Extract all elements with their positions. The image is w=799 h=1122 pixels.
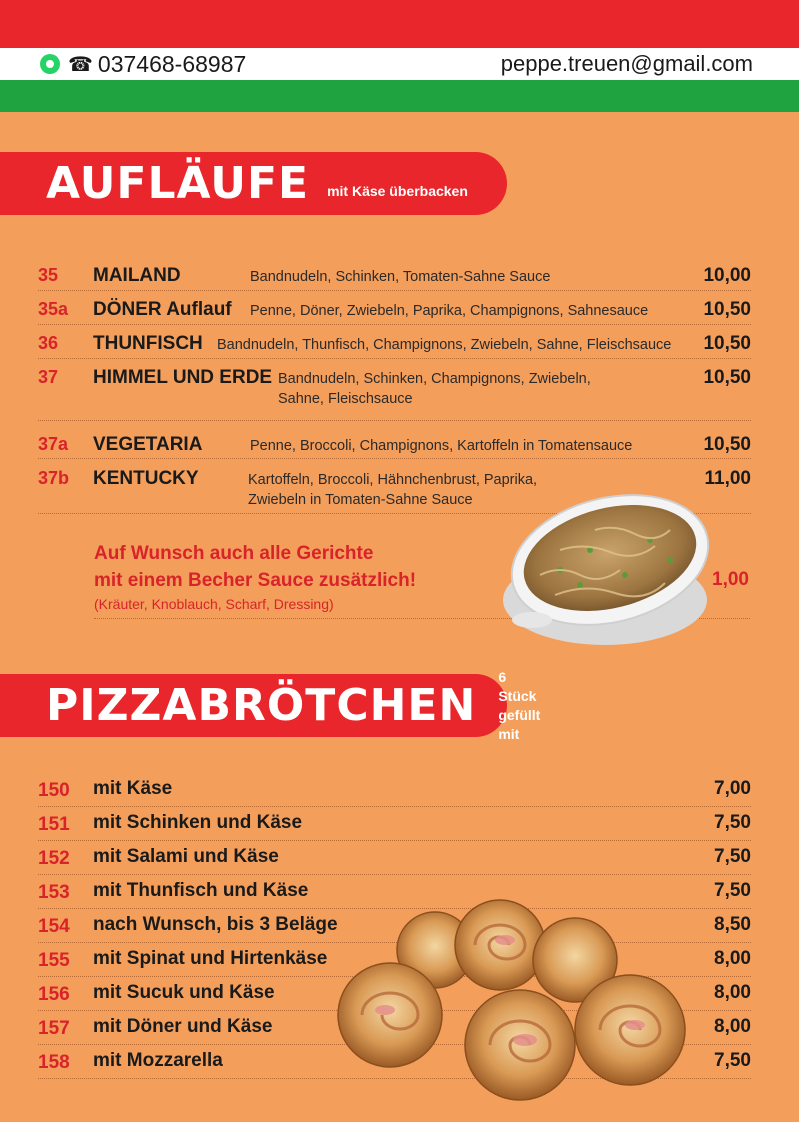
item-description: Bandnudeln, Thunfisch, Champignons, Zwiebeln, Sahne, Fleischsauce <box>217 337 672 353</box>
item-price: 8,00 <box>714 1016 751 1037</box>
phone-number[interactable]: 037468-68987 <box>97 50 247 77</box>
item-number: 155 <box>38 950 70 971</box>
item-name: mit Sucuk und Käse <box>93 982 275 1003</box>
item-name: mit Döner und Käse <box>93 1016 273 1037</box>
item-number: 35a <box>38 299 69 319</box>
item-description: Bandnudeln, Schinken, Tomaten-Sahne Sauce <box>250 269 551 285</box>
item-price: 10,50 <box>703 299 751 320</box>
pizzabroetchen-item-151 <box>38 808 751 841</box>
item-name: MAILAND <box>93 265 181 286</box>
subtitle-line1: 6 Stück <box>498 668 537 704</box>
item-number: 153 <box>38 882 70 903</box>
sauce-options: (Kräuter, Knoblauch, Scharf, Dressing) <box>94 596 334 612</box>
pizzabroetchen-title: PIZZABRÖTCHEN <box>46 680 477 731</box>
item-number: 35 <box>38 265 59 285</box>
item-name: KENTUCKY <box>93 468 199 489</box>
item-name: DÖNER Auflauf <box>93 299 232 320</box>
item-number: 151 <box>38 814 70 835</box>
item-number: 150 <box>38 780 70 801</box>
contact-email[interactable] <box>501 51 753 77</box>
item-number: 157 <box>38 1018 70 1039</box>
subtitle-line2: gefüllt mit <box>498 706 541 742</box>
item-name: mit Schinken und Käse <box>93 812 303 833</box>
item-name: nach Wunsch, bis 3 Beläge <box>93 914 338 935</box>
header-red-band <box>0 0 799 48</box>
pizzabroetchen-item-150 <box>38 774 751 807</box>
item-number: 37a <box>38 434 69 454</box>
item-name: HIMMEL UND ERDE <box>93 367 273 388</box>
item-name: mit Spinat und Hirtenkäse <box>93 948 328 969</box>
menu-item-35 <box>38 262 751 291</box>
item-name: mit Mozzarella <box>93 1050 223 1071</box>
item-price: 10,00 <box>703 265 751 286</box>
item-description: Kartoffeln, Broccoli, Hähnchenbrust, Paprika, <box>248 472 538 488</box>
menu-item-35a <box>38 296 751 325</box>
item-name: mit Salami und Käse <box>93 846 279 867</box>
menu-item-36 <box>38 330 751 359</box>
auflaeufe-banner <box>0 152 507 215</box>
item-price: 7,50 <box>714 846 751 867</box>
item-price: 7,00 <box>714 778 751 799</box>
sauce-note-line1: Auf Wunsch auch alle Gerichte <box>94 543 374 564</box>
item-price: 8,00 <box>714 948 751 969</box>
pizzabroetchen-subtitle <box>498 668 540 744</box>
item-number: 152 <box>38 848 70 869</box>
telephone-icon: ☎ <box>68 53 93 76</box>
item-price: 8,50 <box>714 914 751 935</box>
item-number: 36 <box>38 333 59 353</box>
sauce-note-line2: mit einem Becher Sauce zusätzlich! <box>94 570 417 591</box>
pizzabroetchen-banner <box>0 668 541 742</box>
header-green-band <box>0 80 799 112</box>
auflaeufe-subtitle: mit Käse überbacken <box>327 182 468 199</box>
casserole-image <box>500 480 710 650</box>
auflaeufe-title: AUFLÄUFE <box>46 158 310 209</box>
item-name: mit Thunfisch und Käse <box>93 880 309 901</box>
item-name: VEGETARIA <box>93 434 203 455</box>
item-price: 10,50 <box>703 367 751 388</box>
item-description: Penne, Döner, Zwiebeln, Paprika, Champignons, Sahnesauce <box>250 303 649 319</box>
item-number: 156 <box>38 984 70 1005</box>
item-number: 37 <box>38 367 59 387</box>
item-description-line2: Sahne, Fleischsauce <box>278 391 413 407</box>
item-number: 154 <box>38 916 70 937</box>
email-address[interactable]: peppe.treuen@gmail.com <box>500 51 753 76</box>
whatsapp-icon <box>40 54 60 74</box>
item-number: 37b <box>38 468 70 488</box>
item-number: 158 <box>38 1052 70 1073</box>
item-price: 7,50 <box>714 880 751 901</box>
sauce-price: 1,00 <box>712 569 749 590</box>
pizza-rolls-image <box>330 895 700 1105</box>
item-description-line2: Zwiebeln in Tomaten-Sahne Sauce <box>248 492 473 508</box>
item-description: Bandnudeln, Schinken, Champignons, Zwiebeln, <box>278 371 591 387</box>
item-price: 7,50 <box>714 1050 751 1071</box>
pizzabroetchen-item-152 <box>38 842 751 875</box>
sauce-note <box>94 540 416 594</box>
item-price: 7,50 <box>714 812 751 833</box>
menu-item-37 <box>38 364 751 421</box>
item-name: mit Käse <box>93 778 173 799</box>
item-price: 8,00 <box>714 982 751 1003</box>
item-price: 10,50 <box>703 434 751 455</box>
menu-item-37a <box>38 432 751 459</box>
item-description: Penne, Broccoli, Champignons, Kartoffeln in Tomatensauce <box>250 438 633 454</box>
item-name: THUNFISCH <box>93 333 203 354</box>
contact-phone[interactable] <box>40 51 246 77</box>
item-price: 10,50 <box>703 333 751 354</box>
item-price: 11,00 <box>704 468 751 489</box>
